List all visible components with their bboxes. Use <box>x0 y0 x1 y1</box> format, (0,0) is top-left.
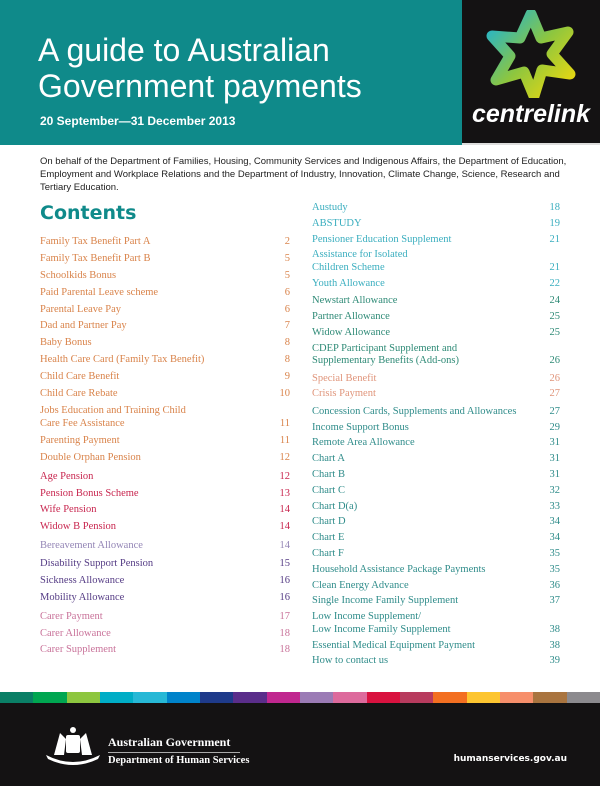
entry-page: 11 <box>279 435 290 447</box>
entry-title: Widow Allowance <box>312 326 391 338</box>
entry-page: 22 <box>549 277 560 289</box>
entry-page: 25 <box>549 326 560 338</box>
contents-entry[interactable] <box>312 595 560 608</box>
contents-entry[interactable] <box>40 610 290 624</box>
contents-entry[interactable] <box>40 252 290 266</box>
contents-entry[interactable] <box>40 643 290 657</box>
entry-title: Bereavement Allowance <box>40 539 143 551</box>
contents-group <box>40 235 290 465</box>
contents-entry[interactable] <box>312 548 560 561</box>
contents-group <box>40 539 290 553</box>
entry-page: 10 <box>279 388 290 400</box>
centrelink-star-icon <box>484 10 578 98</box>
contents-entry[interactable] <box>40 353 290 367</box>
contents-entry[interactable] <box>312 295 560 308</box>
entry-page: 37 <box>549 595 560 607</box>
entry-title: Child Care Rebate <box>40 388 118 400</box>
coat-of-arms-icon <box>44 725 102 769</box>
strip-segment <box>167 692 200 703</box>
entry-page: 36 <box>549 579 560 591</box>
contents-entry[interactable] <box>40 434 290 448</box>
contents-entry[interactable] <box>40 451 290 465</box>
entry-page: 13 <box>279 487 290 499</box>
strip-segment <box>467 692 500 703</box>
centrelink-logo <box>462 0 600 145</box>
entry-title: Clean Energy Advance <box>312 579 409 591</box>
contents-entry[interactable] <box>40 487 290 501</box>
entry-title: Chart F <box>312 548 344 560</box>
entry-title: Parenting Payment <box>40 435 120 447</box>
contents-entry[interactable] <box>312 469 560 482</box>
contents-entry[interactable] <box>40 336 290 350</box>
entry-page: 5 <box>284 269 290 281</box>
entry-title: Schoolkids Bonus <box>40 269 117 281</box>
entry-page: 8 <box>284 337 290 349</box>
entry-title: Chart B <box>312 469 345 481</box>
contents-group <box>40 610 290 657</box>
contents-entry[interactable] <box>40 303 290 317</box>
contents-entry[interactable] <box>312 373 560 386</box>
contents-entry[interactable] <box>40 627 290 641</box>
strip-segment <box>33 692 66 703</box>
contents-entry[interactable] <box>312 437 560 450</box>
entry-page: 31 <box>549 453 560 465</box>
entry-page: 34 <box>549 532 560 544</box>
contents-group <box>312 406 560 668</box>
entry-title: Sickness Allowance <box>40 575 125 587</box>
entry-title: Pension Bonus Scheme <box>40 487 139 499</box>
entry-title: Newstart Allowance <box>312 295 398 307</box>
entry-title: Youth Allowance <box>312 277 385 289</box>
entry-title: Carer Payment <box>40 610 103 622</box>
contents-entry[interactable] <box>40 503 290 517</box>
entry-page: 32 <box>549 484 560 496</box>
contents-entry[interactable] <box>312 311 560 324</box>
entry-title: Dad and Partner Pay <box>40 320 127 332</box>
entry-page: 14 <box>279 521 290 533</box>
entry-page: 12 <box>279 452 290 464</box>
entry-title: Mobility Allowance <box>40 592 125 604</box>
entry-title: Household Assistance Package Payments <box>312 563 486 575</box>
entry-title: CDEP Participant Supplement and Supplementary Benefits (Add-ons) <box>312 342 459 367</box>
color-strip <box>0 692 600 703</box>
contents-entry[interactable] <box>312 532 560 545</box>
header-banner <box>0 0 462 145</box>
strip-segment <box>333 692 366 703</box>
contents-entry[interactable] <box>312 580 560 593</box>
contents-entry[interactable] <box>312 249 560 274</box>
entry-page: 31 <box>549 437 560 449</box>
strip-segment <box>433 692 466 703</box>
contents-entry[interactable] <box>312 422 560 435</box>
contents-entry[interactable] <box>312 343 560 368</box>
entry-title: ABSTUDY <box>312 217 362 229</box>
strip-segment <box>133 692 166 703</box>
contents-entry[interactable] <box>40 557 290 571</box>
entry-page: 18 <box>279 627 290 639</box>
strip-segment <box>300 692 333 703</box>
contents-entry[interactable] <box>40 269 290 283</box>
entry-page: 26 <box>549 372 560 384</box>
strip-segment <box>0 692 33 703</box>
entry-title: Partner Allowance <box>312 310 390 322</box>
intro-text: On behalf of the Department of Families, Housing, Community Services and Indigenous Affairs, the Department of Education, Employment and Workplace Relations and the Department of Industry, Innovation, Climate Change, Science, Research and Tertiary Education. <box>40 156 567 193</box>
contents-entry[interactable] <box>40 404 290 431</box>
strip-segment <box>67 692 100 703</box>
entry-page: 19 <box>549 217 560 229</box>
entry-page: 21 <box>549 261 560 273</box>
entry-page: 39 <box>549 655 560 667</box>
entry-page: 16 <box>279 575 290 587</box>
entry-title: Chart A <box>312 453 345 465</box>
entry-page: 7 <box>284 320 290 332</box>
entry-page: 35 <box>549 563 560 575</box>
strip-segment <box>533 692 566 703</box>
contents-entry[interactable] <box>312 406 560 419</box>
entry-page: 11 <box>279 418 290 430</box>
contents-entry[interactable] <box>312 218 560 231</box>
contents-entry[interactable] <box>40 520 290 534</box>
entry-title: Family Tax Benefit Part A <box>40 236 151 247</box>
entry-title: Family Tax Benefit Part B <box>40 252 151 264</box>
entry-title: How to contact us <box>312 655 389 667</box>
contents-entry[interactable] <box>312 611 560 636</box>
strip-segment <box>400 692 433 703</box>
contents-entry[interactable] <box>312 327 560 340</box>
entry-page: 25 <box>549 310 560 322</box>
entry-title: Double Orphan Pension <box>40 452 141 464</box>
contents-group <box>40 470 290 534</box>
contents-entry[interactable] <box>312 388 560 401</box>
entry-title: Income Support Bonus <box>312 421 409 433</box>
entry-page: 33 <box>549 500 560 512</box>
gov-name: Australian Government <box>108 735 231 749</box>
contents-entry[interactable] <box>40 235 290 249</box>
entry-title: Health Care Card (Family Tax Benefit) <box>40 354 205 366</box>
contents-entry[interactable] <box>312 485 560 498</box>
entry-page: 15 <box>279 558 290 570</box>
contents-entry[interactable] <box>312 655 560 668</box>
entry-title: Chart D <box>312 516 346 528</box>
entry-page: 38 <box>549 623 560 635</box>
contents-entry[interactable] <box>40 591 290 605</box>
entry-page: 2 <box>284 236 290 247</box>
strip-segment <box>100 692 133 703</box>
contents-group <box>312 373 560 401</box>
footer <box>0 703 600 786</box>
date-range: 20 September—31 December 2013 <box>40 114 236 128</box>
entry-title: Chart C <box>312 484 345 496</box>
entry-title: Carer Supplement <box>40 644 117 656</box>
entry-title: Assistance for Isolated Children Scheme <box>312 249 408 273</box>
entry-page: 27 <box>549 388 560 400</box>
entry-title: Disability Support Pension <box>40 558 154 570</box>
contents-right-column <box>312 202 560 671</box>
contents-entry[interactable] <box>312 234 560 247</box>
entry-page: 6 <box>284 286 290 298</box>
entry-title: Paid Parental Leave scheme <box>40 286 159 298</box>
entry-title: Concession Cards, Supplements and Allowances <box>312 405 517 417</box>
contents-entry[interactable] <box>40 470 290 484</box>
strip-segment <box>200 692 233 703</box>
contents-entry[interactable] <box>40 387 290 401</box>
contents-left-column <box>40 235 290 660</box>
contents-entry[interactable] <box>40 286 290 300</box>
department-name: Department of Human Services <box>108 755 250 766</box>
entry-page: 27 <box>549 405 560 417</box>
entry-page: 9 <box>284 371 290 383</box>
contents-entry[interactable] <box>312 516 560 529</box>
entry-title: Parental Leave Pay <box>40 303 122 315</box>
entry-page: 29 <box>549 421 560 433</box>
entry-page: 18 <box>549 202 560 213</box>
entry-page: 26 <box>549 355 560 367</box>
entry-title: Single Income Family Supplement <box>312 595 459 607</box>
entry-page: 34 <box>549 516 560 528</box>
entry-title: Jobs Education and Training Child Care Fee Assistance <box>40 404 186 430</box>
entry-title: Wife Pension <box>40 504 97 516</box>
logo-text: centrelink <box>471 100 591 128</box>
contents-group <box>312 202 560 290</box>
strip-segment <box>233 692 266 703</box>
entry-page: 12 <box>279 470 290 482</box>
entry-title: Special Benefit <box>312 372 377 384</box>
strip-segment <box>567 692 600 703</box>
entry-title: Widow B Pension <box>40 521 116 533</box>
strip-segment <box>500 692 533 703</box>
entry-title: Crisis Payment <box>312 388 376 400</box>
entry-title: Remote Area Allowance <box>312 437 415 449</box>
contents-entry[interactable] <box>312 278 560 291</box>
entry-page: 31 <box>549 469 560 481</box>
entry-page: 38 <box>549 639 560 651</box>
contents-heading: Contents <box>40 202 137 224</box>
entry-title: Chart E <box>312 532 345 544</box>
entry-title: Age Pension <box>40 470 94 482</box>
website-link[interactable]: humanservices.gov.au <box>453 754 567 764</box>
entry-page: 6 <box>284 303 290 315</box>
entry-title: Carer Allowance <box>40 627 111 639</box>
contents-group <box>40 557 290 604</box>
entry-page: 35 <box>549 548 560 560</box>
entry-page: 24 <box>549 295 560 307</box>
contents-entry[interactable] <box>40 319 290 333</box>
entry-title: Austudy <box>312 202 348 213</box>
entry-page: 21 <box>549 233 560 245</box>
contents-entry[interactable] <box>40 370 290 384</box>
entry-title: Baby Bonus <box>40 337 92 349</box>
entry-page: 8 <box>284 354 290 366</box>
entry-page: 5 <box>284 252 290 264</box>
contents-entry[interactable] <box>312 501 560 514</box>
contents-entry[interactable] <box>312 202 560 215</box>
entry-title: Low Income Supplement/ Low Income Family Supplement <box>312 611 451 635</box>
entry-title: Essential Medical Equipment Payment <box>312 639 476 651</box>
strip-segment <box>367 692 400 703</box>
entry-title: Chart D(a) <box>312 500 358 512</box>
entry-title: Child Care Benefit <box>40 371 120 383</box>
entry-page: 18 <box>279 644 290 656</box>
entry-page: 16 <box>279 592 290 604</box>
strip-segment <box>267 692 300 703</box>
contents-entry[interactable] <box>312 564 560 577</box>
entry-page: 17 <box>279 610 290 622</box>
contents-entry[interactable] <box>40 574 290 588</box>
entry-title: Pensioner Education Supplement <box>312 233 452 245</box>
contents-entry[interactable] <box>40 539 290 553</box>
contents-group <box>312 295 560 367</box>
divider <box>108 752 240 753</box>
entry-page: 14 <box>279 504 290 516</box>
contents-entry[interactable] <box>312 453 560 466</box>
document-title: A guide to Australian Government payments <box>38 32 362 104</box>
contents-entry[interactable] <box>312 640 560 653</box>
entry-page: 14 <box>279 539 290 551</box>
